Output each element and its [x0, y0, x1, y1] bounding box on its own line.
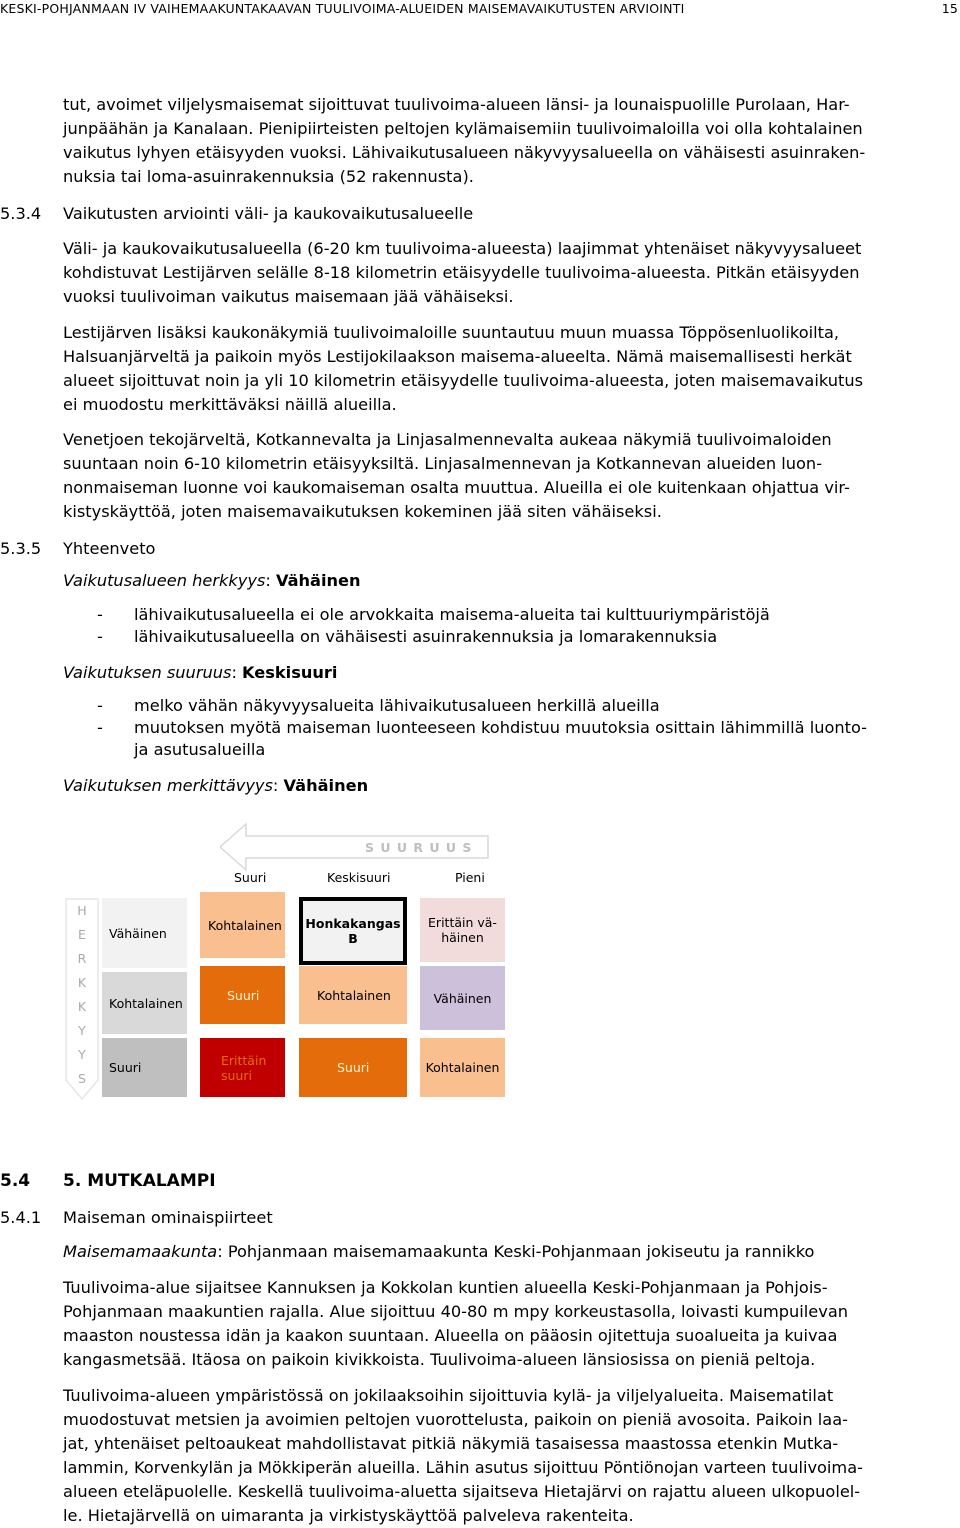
cell-label: Suuri	[227, 987, 260, 1003]
text-line: suuntaan noin 6-10 kilometrin etäisyyksiltä. Linjasalmennevan ja Kotkannevan alueiden luon-	[63, 454, 823, 473]
paragraph	[63, 237, 958, 309]
text-line: muodostuvat metsien ja avoimien peltojen vuorottelusta, paikoin on pieniä avosoita. Paikoin laa-	[63, 1410, 848, 1429]
list-item-continuation: ja asutusalueilla	[134, 740, 266, 759]
matrix-cell	[200, 966, 285, 1024]
herkkyys-label: Vaikutusalueen herkkyys	[63, 571, 266, 590]
text-line: Halsuanjärveltä ja paikoin myös Lestijokilaakson maisema-alueelta. Nämä maisemallisesti herkät	[63, 347, 852, 366]
paragraph	[63, 1384, 958, 1528]
row-label-cell	[102, 1038, 187, 1097]
text-line: lammin, Korvenkylän ja Mökkiperän alueilla. Lähin asutus sijoittuu Pöntiönojan varteen tuulivoima-	[63, 1458, 863, 1477]
document-title: KESKI-POHJANMAAN IV VAIHEMAAKUNTAKAAVAN TUULIVOIMA-ALUEIDEN MAISEMAVAIKUTUSTEN ARVIOINTI	[0, 1, 685, 16]
text-line: Lestijärven lisäksi kaukonäkymiä tuulivoimaloille suuntautuu muun muassa Töppösenluolikoilta,	[63, 323, 840, 342]
cell-label: Honkakangas B	[305, 916, 401, 946]
cell-label: Suuri	[337, 1060, 370, 1075]
herkkyys-axis-letter: R	[77, 951, 87, 966]
text-line: Väli- ja kaukovaikutusalueella (6-20 km tuulivoima-alueesta) laajimmat yhtenäiset näkyvyysalueet	[63, 239, 862, 258]
suuruus-line: Vaikutuksen suuruus: Keskisuuri	[63, 663, 338, 682]
bullet-dash: -	[97, 696, 103, 715]
bullet-dash: -	[97, 718, 103, 737]
herkkyys-axis-letter: E	[78, 927, 86, 942]
matrix-cell	[420, 1038, 505, 1097]
bullet-dash: -	[97, 605, 103, 624]
text-line: jat, yhtenäiset peltoaukeat mahdollistavat pitkiä näkymiä tasaisessa maastossa etenkin Mutka-	[63, 1434, 839, 1453]
text-line: Venetjoen tekojärveltä, Kotkannevalta ja Linjasalmennevalta aukeaa näkymiä tuulivoimaloiden	[63, 430, 832, 449]
suuruus-axis-label: S U U R U U S	[365, 840, 473, 855]
herkkyys-axis-letter: K	[77, 999, 87, 1014]
row-label-cell	[102, 972, 187, 1034]
herkkyys-axis-letter: Y	[78, 1023, 86, 1038]
column-header: Pieni	[455, 870, 485, 885]
maakunta-line: Maisemamaakunta: Pohjanmaan maisemamaakunta Keski-Pohjanmaan jokiseutu ja rannikko	[63, 1242, 815, 1261]
merkittavyys-line: Vaikutuksen merkittävyys: Vähäinen	[63, 776, 369, 795]
paragraph	[63, 428, 958, 524]
text-line: Pohjanmaan maakuntien rajalla. Alue sijoittuu 40-80 m mpy korkeustasolla, loivasti kumpuilevan	[63, 1302, 849, 1321]
section-title: Yhteenveto	[63, 539, 156, 558]
maakunta-value: Pohjanmaan maisemamaakunta Keski-Pohjanmaan jokiseutu ja rannikko	[227, 1242, 815, 1261]
text-line: Tuulivoima-alue sijaitsee Kannuksen ja Kokkolan kuntien alueella Keski-Pohjanmaan ja Pohjois-	[63, 1278, 828, 1297]
text-line: kangasmetsää. Itäosa on paikoin kivikkoista. Tuulivoima-alueen länsiosissa on pieniä peltoja.	[63, 1350, 816, 1369]
text-line: vuoksi tuulivoiman vaikutus maisemaan jää vähäiseksi.	[63, 287, 514, 306]
herkkyys-axis-letter: Y	[78, 1047, 86, 1062]
merkittavyys-value: Vähäinen	[283, 776, 369, 795]
text-line: le. Hietajärvellä on uimaranta ja virkistyskäyttöä palveleva rakenteita.	[63, 1506, 634, 1525]
text-line: nonmaiseman luonne voi kaukomaiseman osalta muuttua. Alueilla ei ole kuitenkaan ohjattua vir-	[63, 478, 850, 497]
row-label: Vähäinen	[109, 925, 167, 941]
maakunta-label: Maisemamaakunta	[63, 1242, 218, 1261]
herkkyys-axis-letter: K	[77, 975, 87, 990]
matrix-cell	[420, 966, 505, 1030]
cell-label: Kohtalainen	[317, 987, 391, 1003]
list-item: melko vähän näkyvyysalueita lähivaikutusalueen herkillä alueilla	[134, 696, 660, 715]
herkkyys-axis-letter: H	[77, 903, 87, 918]
matrix-cell	[200, 1038, 285, 1097]
text-line: ei muodostu merkittäväksi näillä alueilla.	[63, 395, 397, 414]
cell-label: Vähäinen	[433, 990, 492, 1006]
cell-label: Kohtalainen	[208, 917, 282, 933]
herkkyys-value: Vähäinen	[275, 571, 361, 590]
herkkyys-line: Vaikutusalueen herkkyys: Vähäinen	[63, 571, 361, 590]
text-line: Tuulivoima-alueen ympäristössä on jokilaaksoihin sijoittuvia kylä- ja viljelyalueita. Maisematilat	[63, 1386, 834, 1405]
suuruus-value: Keskisuuri	[242, 663, 338, 682]
matrix-cell	[299, 1038, 407, 1097]
cell-label: Erittäin suuri	[221, 1052, 267, 1083]
matrix-cell	[299, 966, 407, 1024]
text-line: alueet sijoittuvat noin ja yli 10 kilometrin etäisyydelle tuulivoima-alueesta, joten maisemavaikutus	[63, 371, 864, 390]
paragraph	[63, 1276, 958, 1372]
row-label-cell	[102, 898, 187, 968]
column-header: Suuri	[234, 870, 267, 885]
row-label: Kohtalainen	[109, 995, 183, 1011]
section-title: Vaikutusten arviointi väli- ja kaukovaikutusalueelle	[63, 204, 474, 223]
text-line: vaikutus lyhyen etäisyyden vuoksi. Lähivaikutusalueen näkyvyysalueella on vähäisesti asuinraken-	[63, 143, 866, 162]
list-item: lähivaikutusalueella ei ole arvokkaita maisema-alueita tai kulttuuriympäristöjä	[134, 605, 770, 624]
matrix-cell	[200, 892, 285, 958]
bullet-dash: -	[97, 627, 103, 646]
suuruus-label: Vaikutuksen suuruus	[63, 663, 232, 682]
page-number: 15	[941, 1, 958, 16]
section-number: 5.4.1	[0, 1208, 42, 1227]
text-line: tut, avoimet viljelysmaisemat sijoittuvat tuulivoima-alueen länsi- ja lounaispuolille Purolaan, Har-	[63, 95, 850, 114]
list-item: lähivaikutusalueella on vähäisesti asuinrakennuksia ja lomarakennuksia	[134, 627, 718, 646]
herkkyys-axis-letter: S	[78, 1071, 86, 1086]
section-title: Maiseman ominaispiirteet	[63, 1208, 273, 1227]
section-number: 5.4	[0, 1171, 31, 1191]
text-line: maaston noustessa idän ja kaakon suuntaan. Alueella on pääosin ojitettuja suoalueita ja kuivaa	[63, 1326, 838, 1345]
merkittavyys-label: Vaikutuksen merkittävyys	[63, 776, 273, 795]
paragraph	[63, 321, 958, 417]
column-header: Keskisuuri	[327, 870, 391, 885]
text-line: alueen eteläpuolelle. Keskellä tuulivoima-aluetta sijaitseva Hietajärvi on rajattu alueen ulkopuolel-	[63, 1482, 861, 1501]
cell-label: Kohtalainen	[425, 1060, 500, 1075]
section-title: 5. MUTKALAMPI	[63, 1171, 216, 1191]
section-number: 5.3.5	[0, 539, 42, 558]
text-line: kohdistuvat Lestijärven selälle 8-18 kilometrin etäisyydelle tuulivoima-alueesta. Pitkän etäisyyden	[63, 263, 860, 282]
intro-paragraph	[63, 93, 958, 189]
text-line: junpäähän ja Kanalaan. Pienipiirteisten peltojen kylämaisemiin tuulivoimaloilla voi olla kohtalainen	[63, 119, 863, 138]
page-header	[0, 0, 960, 20]
row-label: Suuri	[109, 1060, 142, 1075]
text-line: kistyskäyttöä, joten maisemavaikutuksen kokeminen jää siten vähäiseksi.	[63, 502, 662, 521]
cell-label: Erittäin vä- häinen	[428, 915, 497, 945]
highlighted-cell-honkakangas	[299, 897, 407, 965]
list-item: muutoksen myötä maiseman luonteeseen kohdistuu muutoksia osittain lähimmillä luonto-	[134, 718, 868, 737]
section-number: 5.3.4	[0, 204, 42, 223]
matrix-cell	[420, 898, 505, 962]
text-line: nuksia tai loma-asuinrakennuksia (52 rakennusta).	[63, 167, 474, 186]
